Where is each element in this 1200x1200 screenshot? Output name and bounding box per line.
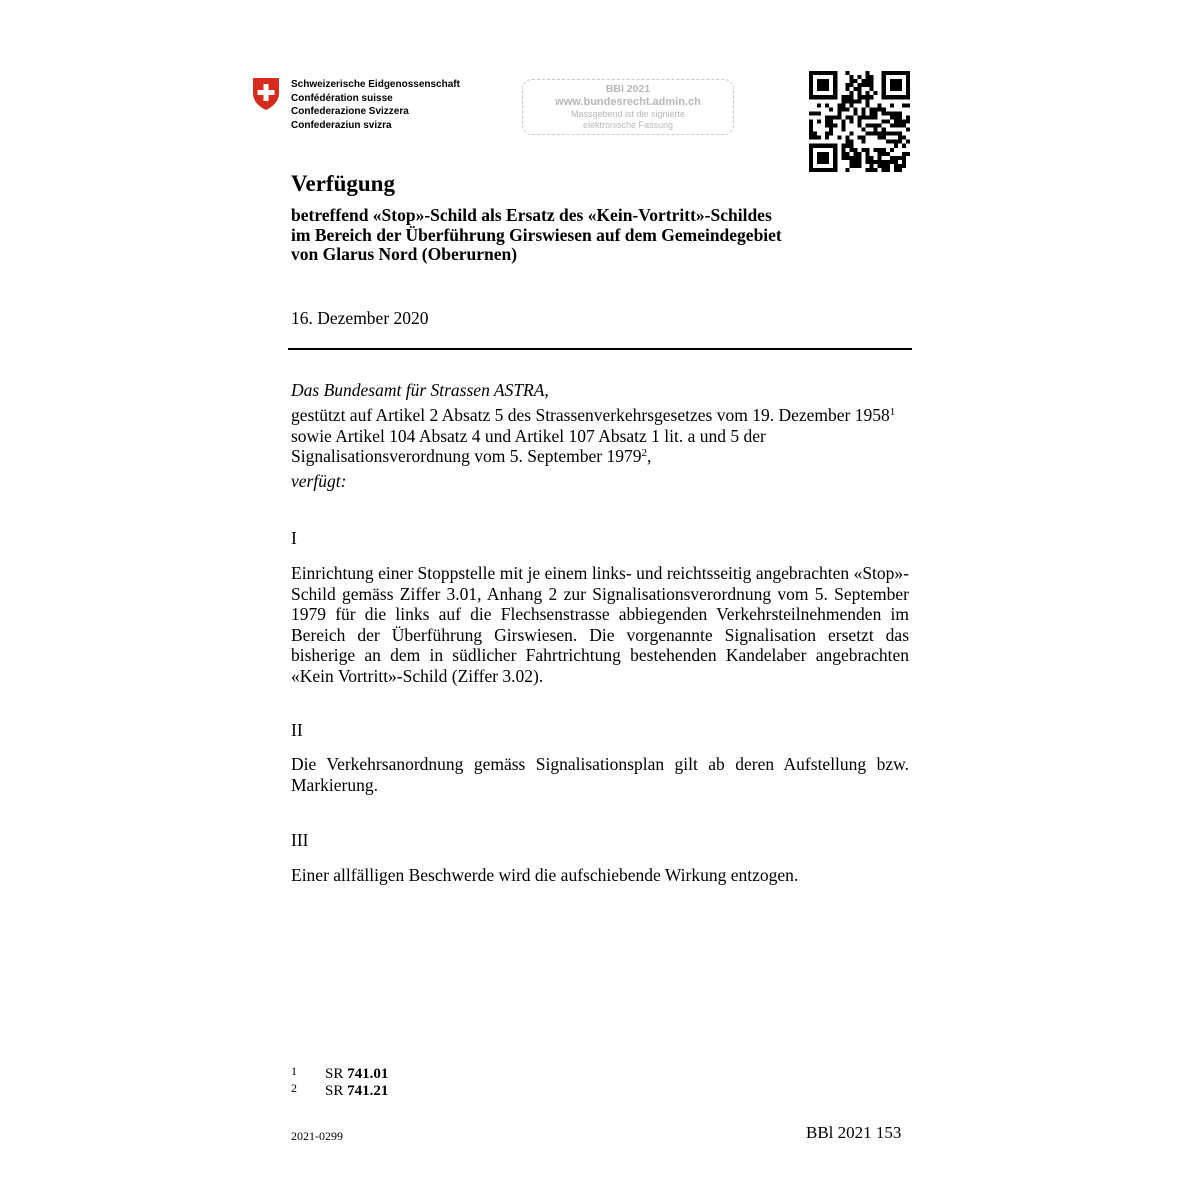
legal-basis-part-1: gestützt auf Artikel 2 Absatz 5 des Strassenverkehrsgesetzes vom 19. Dezember 1958	[291, 405, 890, 425]
document-code: 2021-0299	[291, 1129, 343, 1143]
footnote-marker-2: 2	[641, 447, 647, 459]
stamp-line-3: Massgebend ist die signierte	[570, 109, 686, 119]
section-text-iii: Einer allfälligen Beschwerde wird die aufschiebende Wirkung entzogen.	[291, 865, 799, 885]
footnote-marker-1: 1	[889, 406, 896, 418]
subtitle-line-2: im Bereich der Überführung Girswiesen auf dem Gemeindegebiet	[291, 224, 782, 245]
footnote-reference: 741.21	[347, 1083, 389, 1099]
admin-line-fr: Confédération suisse	[291, 92, 393, 104]
stamp-line-2: www.bundesrecht.admin.ch	[555, 96, 701, 108]
qr-code-icon	[809, 71, 910, 172]
footnote-2	[291, 1080, 388, 1100]
stamp-line-4: elektronische Fassung	[582, 120, 674, 130]
footnote-reference: 741.01	[347, 1066, 389, 1082]
legal-basis-part-2: sowie Artikel 104 Absatz 4 und Artikel 107 Absatz 1 lit. a und 5 der Signalisationsverordnung vom 5. September 1979	[291, 425, 766, 466]
document-subtitle	[291, 206, 911, 265]
section-text-ii: Die Verkehrsanordnung gemäss Signalisationsplan gilt ab deren Aufstellung bzw. Markierung.	[291, 754, 909, 795]
issuing-authority: Das Bundesamt für Strassen ASTRA,	[291, 380, 549, 400]
legal-basis	[291, 405, 911, 467]
page-reference: BBl 2021 153	[806, 1123, 902, 1142]
footnote-number: 2	[291, 1081, 297, 1095]
administration-names	[291, 78, 460, 132]
section-heading-i: I	[291, 528, 297, 548]
footnote-number: 1	[291, 1064, 297, 1078]
document-title: Verfügung	[291, 171, 395, 196]
footnote-prefix: SR	[325, 1066, 348, 1082]
title-divider	[288, 348, 912, 350]
section-heading-iii: III	[291, 830, 309, 850]
admin-line-de: Schweizerische Eidgenossenschaft	[291, 79, 460, 90]
section-heading-ii: II	[291, 720, 303, 740]
admin-line-it: Confederazione Svizzera	[291, 106, 409, 118]
swiss-crest-icon	[251, 77, 281, 111]
section-text-i: Einrichtung einer Stoppstelle mit je einem links- und reichtsseitig angebrachten «Stop»-Schild gemäss Ziffer 3.01, Anhang 2 zur Signalisationsverordnung vom 5. September 1979 für die links auf die Flechsenstrasse abbiegenden Verkehrsteilnehmenden im Bereich der Überführung Girswiesen. Die vorgenannte Signalisation ersetzt das bisherige an dem in südlicher Fahrtrichtung bestehenden Kandelaber angebrachten «Kein Vortritt»-Schild (Ziffer 3.02).	[291, 563, 909, 686]
stamp-line-1: BBl 2021	[605, 83, 651, 95]
document-date: 16. Dezember 2020	[291, 308, 429, 328]
subtitle-line-1: betreffend «Stop»-Schild als Ersatz des «Kein-Vortritt»-Schildes	[291, 205, 772, 225]
publication-stamp	[522, 79, 734, 135]
subtitle-line-3: von Glarus Nord (Oberurnen)	[291, 244, 518, 264]
admin-line-rm: Confederaziun svizra	[291, 119, 392, 131]
legal-basis-part-3: ,	[646, 446, 652, 466]
decree-phrase: verfügt:	[291, 471, 347, 491]
footnote-prefix: SR	[325, 1083, 348, 1099]
